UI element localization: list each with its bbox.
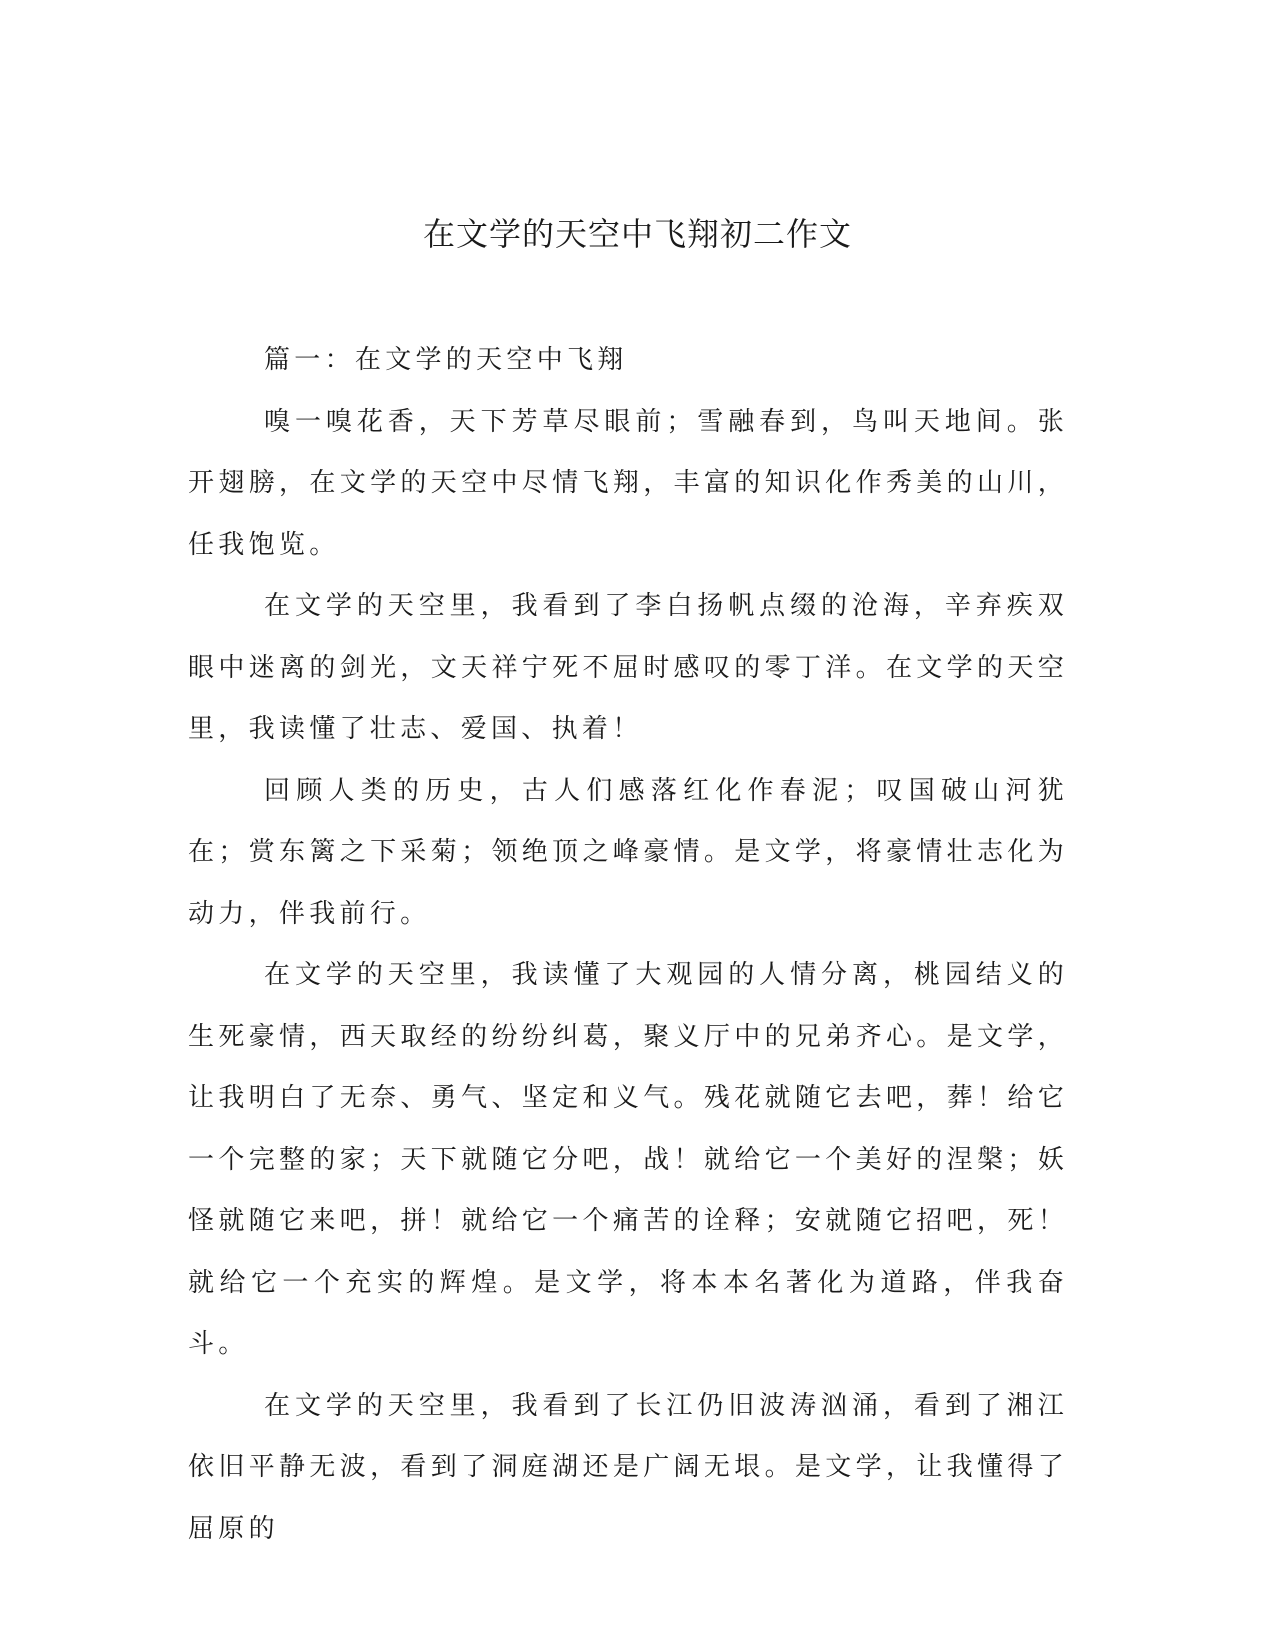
document-body	[188, 330, 1068, 1560]
paragraph: 回顾人类的历史，古人们感落红化作春泥；叹国破山河犹在；赏东篱之下采菊；领绝顶之峰豪情。是文学，将豪情壮志化为动力，伴我前行。	[188, 775, 1068, 929]
section-heading: 篇一：在文学的天空中飞翔	[264, 345, 628, 375]
paragraph: 在文学的天空里，我读懂了大观园的人情分离，桃园结义的生死豪情，西天取经的纷纷纠葛，聚义厅中的兄弟齐心。是文学，让我明白了无奈、勇气、坚定和义气。残花就随它去吧，葬！给它一个完整的家；天下就随它分吧，战！就给它一个美好的涅槃；妖怪就随它来吧，拼！就给它一个痛苦的诠释；安就随它招吧，死！就给它一个充实的辉煌。是文学，将本本名著化为道路，伴我奋斗。	[188, 960, 1068, 1359]
paragraph: 在文学的天空里，我看到了长江仍旧波涛汹涌，看到了湘江依旧平静无波，看到了洞庭湖还是广阔无垠。是文学，让我懂得了屈原的	[188, 1390, 1068, 1544]
paragraph: 嗅一嗅花香，天下芳草尽眼前；雪融春到，鸟叫天地间。张开翅膀，在文学的天空中尽情飞翔，丰富的知识化作秀美的山川，任我饱览。	[188, 406, 1068, 560]
paragraph: 在文学的天空里，我看到了李白扬帆点缀的沧海，辛弃疾双眼中迷离的剑光，文天祥宁死不屈时感叹的零丁洋。在文学的天空里，我读懂了壮志、爱国、执着！	[188, 591, 1068, 744]
document-title: 在文学的天空中飞翔初二作文	[422, 215, 852, 253]
